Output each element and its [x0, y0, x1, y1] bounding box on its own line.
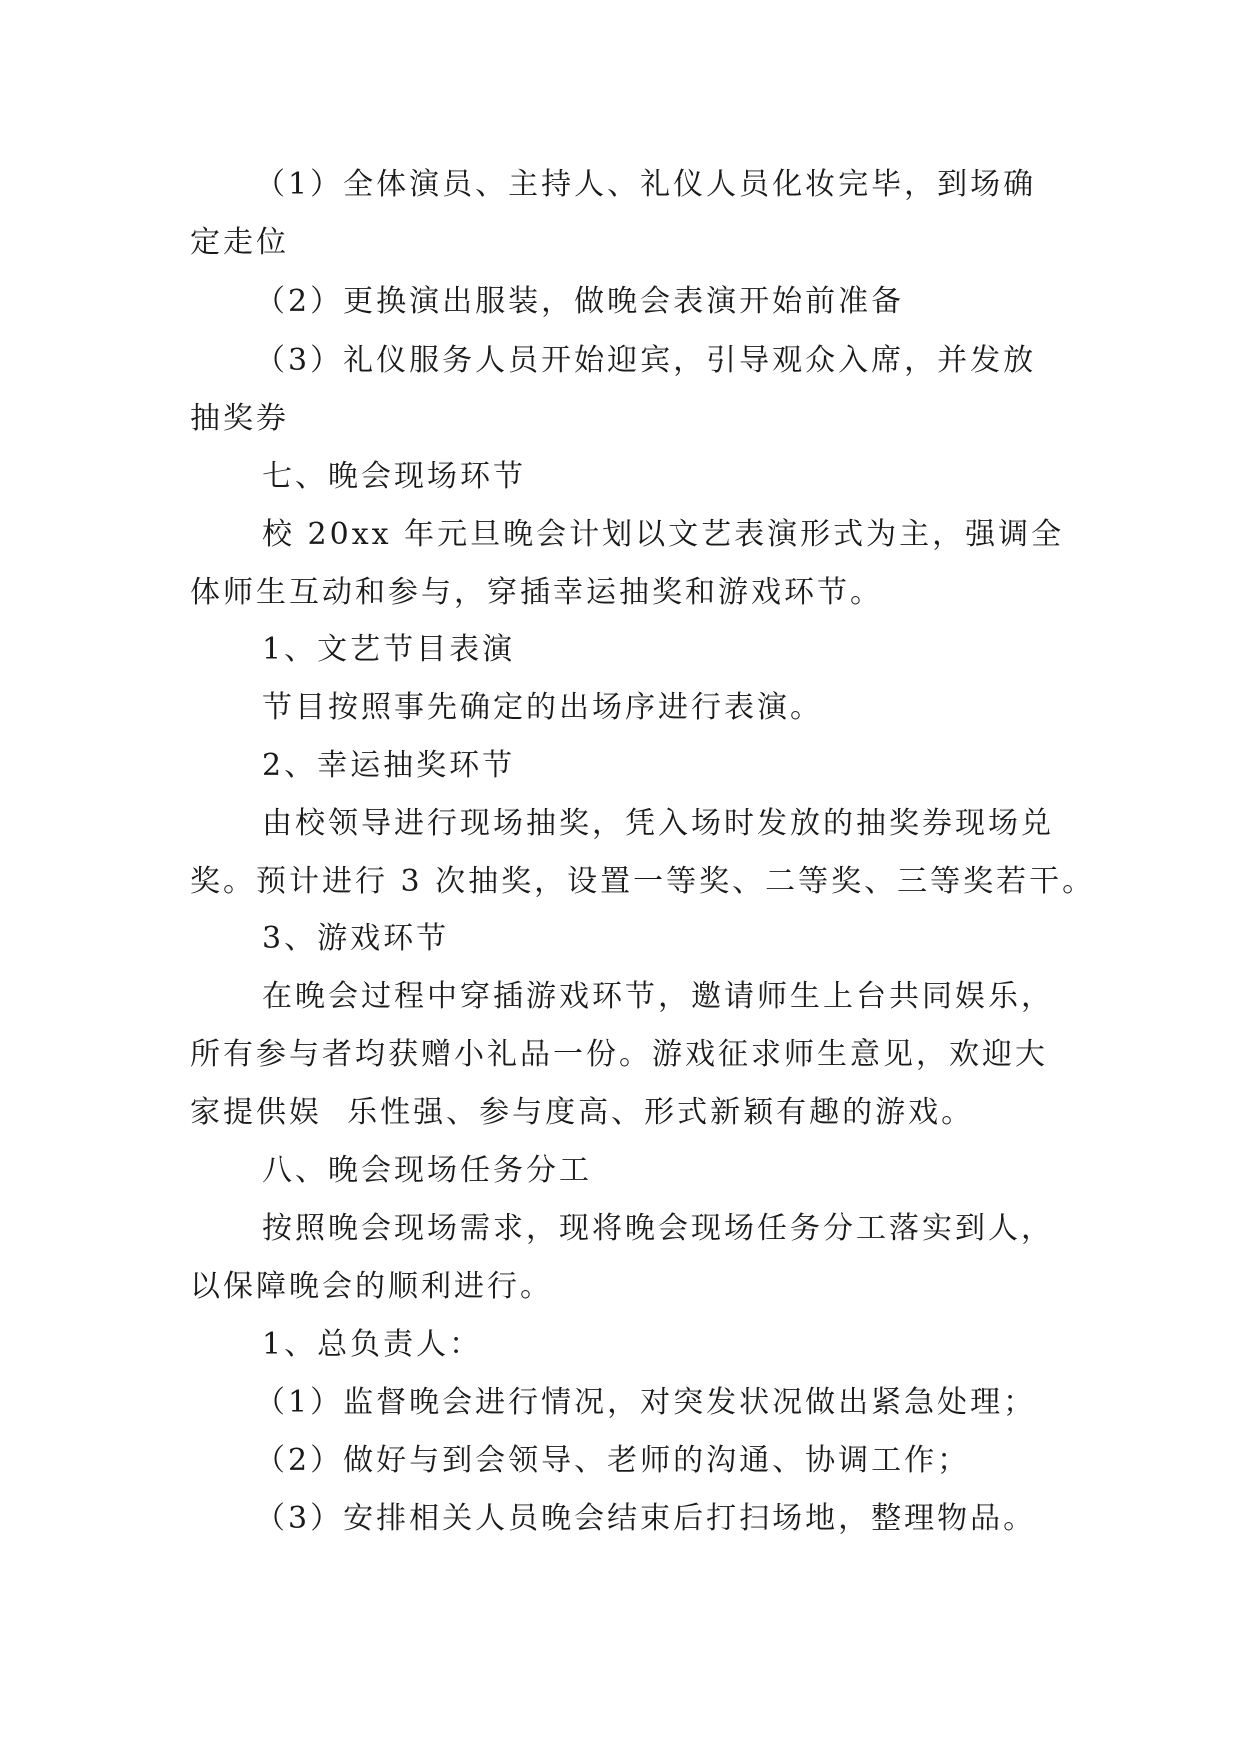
games-paragraph-continued-2: 家提供娱 乐性强、参与度高、形式新颖有趣的游戏。 — [190, 1095, 975, 1130]
item-3-text: （3）礼仪服务人员开始迎宾，引导观众入席，并发放 — [255, 343, 1037, 378]
item-2-text: （2）更换演出服装，做晚会表演开始前准备 — [255, 284, 905, 319]
games-paragraph: 在晚会过程中穿插游戏环节，邀请师生上台共同娱乐， — [262, 979, 1054, 1014]
chief-duty-1: （1）监督晚会进行情况，对突发状况做出紧急处理； — [255, 1385, 1037, 1420]
section-7-heading: 七、晚会现场环节 — [262, 459, 526, 494]
item-3-text-continued: 抽奖券 — [190, 401, 289, 436]
section-8-heading: 八、晚会现场任务分工 — [262, 1153, 592, 1188]
subheading-chief: 1、总负责人： — [262, 1327, 483, 1362]
games-paragraph-continued: 所有参与者均获赠小礼品一份。游戏征求师生意见，欢迎大 — [190, 1037, 1048, 1072]
chief-duty-3: （3）安排相关人员晚会结束后打扫场地，整理物品。 — [255, 1501, 1037, 1536]
chief-duty-2: （2）做好与到会领导、老师的沟通、协调工作； — [255, 1443, 971, 1478]
item-1-text: （1）全体演员、主持人、礼仪人员化妆完毕，到场确 — [255, 167, 1037, 202]
section-7-paragraph-continued: 体师生互动和参与，穿插幸运抽奖和游戏环节。 — [190, 575, 883, 610]
section-7-paragraph: 校 20xx 年元旦晚会计划以文艺表演形式为主，强调全 — [262, 517, 1065, 552]
section-8-paragraph: 按照晚会现场需求，现将晚会现场任务分工落实到人， — [262, 1211, 1054, 1246]
performance-paragraph: 节目按照事先确定的出场序进行表演。 — [262, 690, 823, 725]
subheading-lottery: 2、幸运抽奖环节 — [262, 748, 516, 783]
section-8-paragraph-continued: 以保障晚会的顺利进行。 — [190, 1269, 553, 1304]
lottery-paragraph: 由校领导进行现场抽奖，凭入场时发放的抽奖券现场兑 — [262, 806, 1054, 841]
subheading-performance: 1、文艺节目表演 — [262, 632, 516, 667]
lottery-paragraph-continued: 奖。预计进行 3 次抽奖，设置一等奖、二等奖、三等奖若干。 — [190, 864, 1096, 899]
subheading-games: 3、游戏环节 — [262, 921, 450, 956]
item-1-text-continued: 定走位 — [190, 225, 289, 260]
